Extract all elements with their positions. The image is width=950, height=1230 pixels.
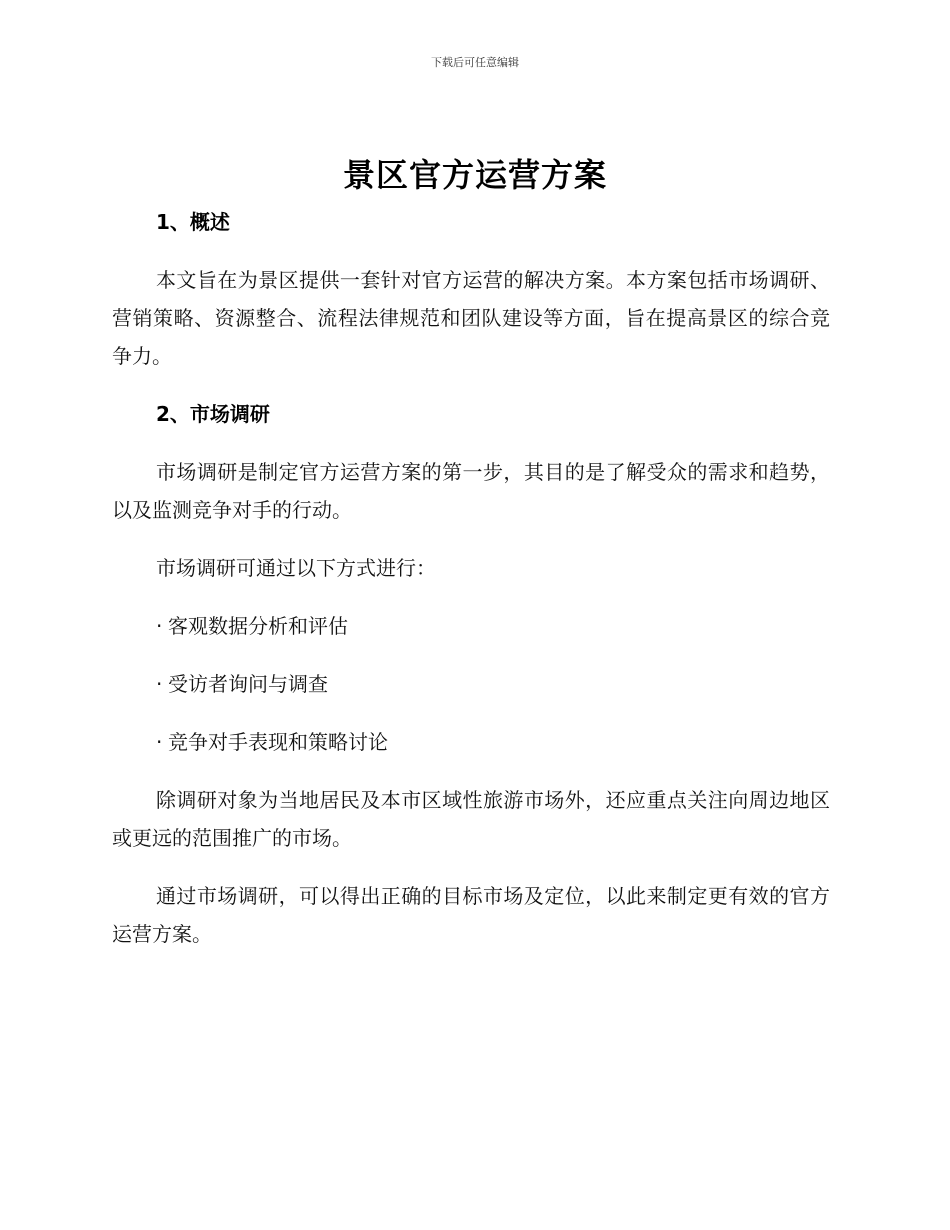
list-item <box>112 607 830 645</box>
header-note: 下载后可任意编辑 <box>431 56 519 69</box>
overview-paragraph: 本文旨在为景区提供一套针对官方运营的解决方案。本方案包括市场调研、营销策略、资源整合、流程法律规范和团队建设等方面，旨在提高景区的综合竞争力。 <box>112 268 830 368</box>
list-item-text: 受访者询问与调查 <box>168 672 328 696</box>
bullet-icon: · <box>156 730 163 754</box>
document-body <box>112 203 830 973</box>
bullet-icon: · <box>156 614 163 638</box>
section-heading-market-research: 2、市场调研 <box>156 402 270 426</box>
target-market-paragraph: 除调研对象为当地居民及本市区域性旅游市场外，还应重点关注向周边地区或更远的范围推广的市场。 <box>112 788 830 850</box>
list-item-text: 竞争对手表现和策略讨论 <box>168 730 388 754</box>
market-research-methods-intro: 市场调研可通过以下方式进行： <box>156 556 436 580</box>
conclusion-paragraph: 通过市场调研，可以得出正确的目标市场及定位，以此来制定更有效的官方运营方案。 <box>112 884 830 946</box>
bullet-icon: · <box>156 672 163 696</box>
list-item <box>112 665 830 703</box>
market-research-paragraph: 市场调研是制定官方运营方案的第一步，其目的是了解受众的需求和趋势，以及监测竞争对手的行动。 <box>112 460 830 522</box>
section-heading-overview: 1、概述 <box>156 210 230 234</box>
page-title: 景区官方运营方案 <box>342 156 607 194</box>
list-item-text: 客观数据分析和评估 <box>168 614 348 638</box>
list-item <box>112 723 830 761</box>
